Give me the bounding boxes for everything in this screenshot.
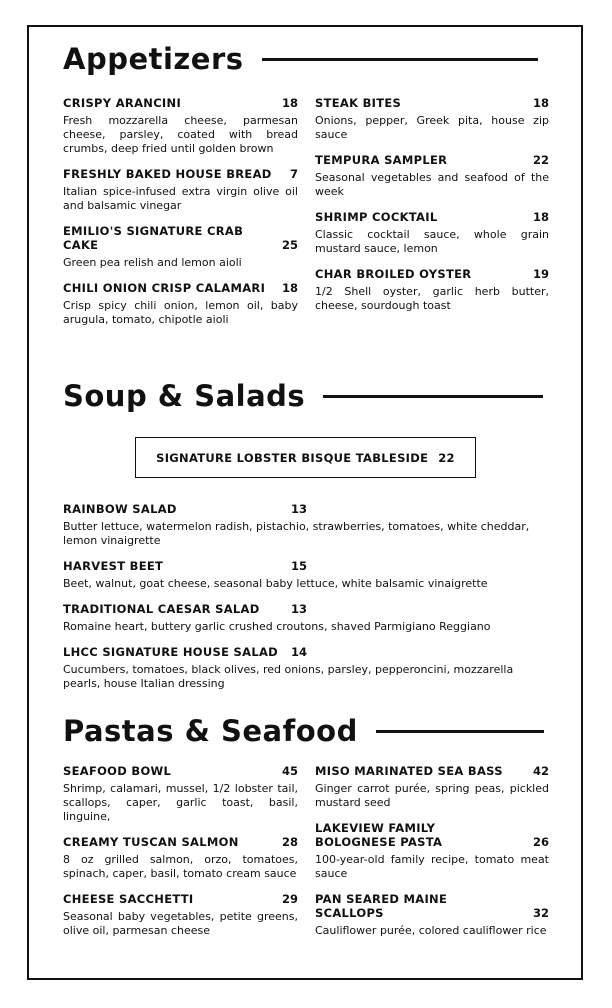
- item-price: 18: [281, 96, 298, 110]
- item-name: CHAR BROILED OYSTER: [315, 267, 472, 281]
- item-price: 14: [291, 645, 308, 659]
- item-name: TRADITIONAL CAESAR SALAD: [63, 602, 260, 616]
- menu-item: [63, 835, 298, 881]
- item-price: 18: [532, 96, 549, 110]
- menu-item: [315, 210, 549, 256]
- menu-item: [315, 267, 549, 313]
- pastas-left-column: [63, 764, 298, 949]
- item-price: 13: [291, 602, 308, 616]
- item-price: 18: [532, 210, 549, 224]
- item-price: 18: [281, 281, 298, 295]
- menu-item: [63, 502, 549, 548]
- soups-heading-row: [63, 379, 543, 413]
- menu-item: [63, 892, 298, 938]
- pastas-right-column: [315, 764, 549, 949]
- menu-item: [63, 559, 549, 591]
- menu-item: [63, 167, 298, 213]
- item-price: 29: [281, 892, 298, 906]
- item-name: STEAK BITES: [315, 96, 402, 110]
- menu-item: [315, 821, 549, 881]
- item-description: Beet, walnut, goat cheese, seasonal baby lettuce, white balsamic vinaigrette: [63, 577, 488, 590]
- item-description: Crisp spicy chili onion, lemon oil, baby arugula, tomato, chipotle aioli: [63, 299, 298, 326]
- item-description: Classic cocktail sauce, whole grain mustard sauce, lemon: [315, 228, 549, 255]
- menu-item: [63, 764, 298, 824]
- appetizers-rule: [262, 58, 538, 61]
- menu-item: [63, 96, 298, 156]
- appetizers-left-column: [63, 96, 298, 338]
- item-price: 25: [281, 238, 298, 252]
- item-price: 22: [532, 153, 549, 167]
- item-name: LHCC SIGNATURE HOUSE SALAD: [63, 645, 279, 659]
- menu-item: [63, 281, 298, 327]
- item-name: HARVEST BEET: [63, 559, 164, 573]
- bisque-price: 22: [438, 450, 455, 465]
- item-description: 1/2 Shell oyster, garlic herb butter, cheese, sourdough toast: [315, 285, 549, 312]
- item-description: Cauliflower purée, colored cauliflower rice: [315, 924, 547, 937]
- item-name: CHEESE SACCHETTI: [63, 892, 194, 906]
- item-description: Butter lettuce, watermelon radish, pistachio, strawberries, tomatoes, white cheddar, lemon vinaigrette: [63, 520, 530, 547]
- item-description: Italian spice-infused extra virgin olive oil and balsamic vinegar: [63, 185, 298, 212]
- item-name: SHRIMP COCKTAIL: [315, 210, 438, 224]
- lobster-bisque-box: [135, 437, 476, 478]
- menu-item: [63, 645, 549, 691]
- bisque-name: SIGNATURE LOBSTER BISQUE TABLESIDE: [156, 450, 429, 465]
- item-description: Onions, pepper, Greek pita, house zip sauce: [315, 114, 549, 141]
- soups-rule: [323, 395, 543, 398]
- item-name: SEAFOOD BOWL: [63, 764, 172, 778]
- item-description: Shrimp, calamari, mussel, 1/2 lobster tail, scallops, caper, garlic toast, basil, linguine,: [63, 782, 298, 823]
- item-description: 8 oz grilled salmon, orzo, tomatoes, spinach, caper, basil, tomato cream sauce: [63, 853, 298, 880]
- pastas-rule: [376, 730, 544, 733]
- menu-item: [315, 764, 549, 810]
- item-price: 42: [532, 764, 549, 778]
- item-description: Seasonal baby vegetables, petite greens, olive oil, parmesan cheese: [63, 910, 298, 937]
- item-name: RAINBOW SALAD: [63, 502, 177, 516]
- item-name: EMILIO'S SIGNATURE CRAB CAKE: [63, 224, 244, 252]
- item-price: 45: [281, 764, 298, 778]
- item-price: 7: [289, 167, 298, 181]
- item-name: CHILI ONION CRISP CALAMARI: [63, 281, 266, 295]
- pastas-title: Pastas & Seafood: [63, 714, 358, 748]
- item-name: PAN SEARED MAINE SCALLOPS: [315, 892, 448, 920]
- salads-list: [63, 502, 549, 702]
- item-price: 19: [532, 267, 549, 281]
- item-price: 28: [281, 835, 298, 849]
- item-price: 32: [532, 906, 549, 920]
- item-price: 15: [291, 559, 308, 573]
- item-name: LAKEVIEW FAMILY BOLOGNESE PASTA: [315, 821, 443, 849]
- item-price: 26: [532, 835, 549, 849]
- item-name: CREAMY TUSCAN SALMON: [63, 835, 239, 849]
- appetizers-title: Appetizers: [63, 42, 244, 76]
- item-description: Ginger carrot purée, spring peas, pickled mustard seed: [315, 782, 549, 809]
- item-description: Cucumbers, tomatoes, black olives, red onions, parsley, pepperoncini, mozzarella pearls, house Italian dressing: [63, 663, 514, 690]
- menu-item: [63, 602, 549, 634]
- appetizers-heading-row: [63, 42, 538, 76]
- item-name: FRESHLY BAKED HOUSE BREAD: [63, 167, 272, 181]
- item-description: 100-year-old family recipe, tomato meat sauce: [315, 853, 549, 880]
- item-description: Seasonal vegetables and seafood of the week: [315, 171, 549, 198]
- menu-item: [63, 224, 298, 270]
- soups-title: Soup & Salads: [63, 379, 306, 413]
- item-description: Fresh mozzarella cheese, parmesan cheese, parsley, coated with bread crumbs, deep fried until golden brown: [63, 114, 298, 155]
- menu-item: [315, 153, 549, 199]
- menu-item: [315, 892, 549, 938]
- item-description: Green pea relish and lemon aioli: [63, 256, 242, 269]
- item-name: TEMPURA SAMPLER: [315, 153, 448, 167]
- appetizers-right-column: [315, 96, 549, 324]
- item-price: 13: [291, 502, 308, 516]
- item-name: CRISPY ARANCINI: [63, 96, 182, 110]
- item-name: MISO MARINATED SEA BASS: [315, 764, 503, 778]
- menu-item: [315, 96, 549, 142]
- item-description: Romaine heart, buttery garlic crushed croutons, shaved Parmigiano Reggiano: [63, 620, 491, 633]
- pastas-heading-row: [63, 714, 544, 748]
